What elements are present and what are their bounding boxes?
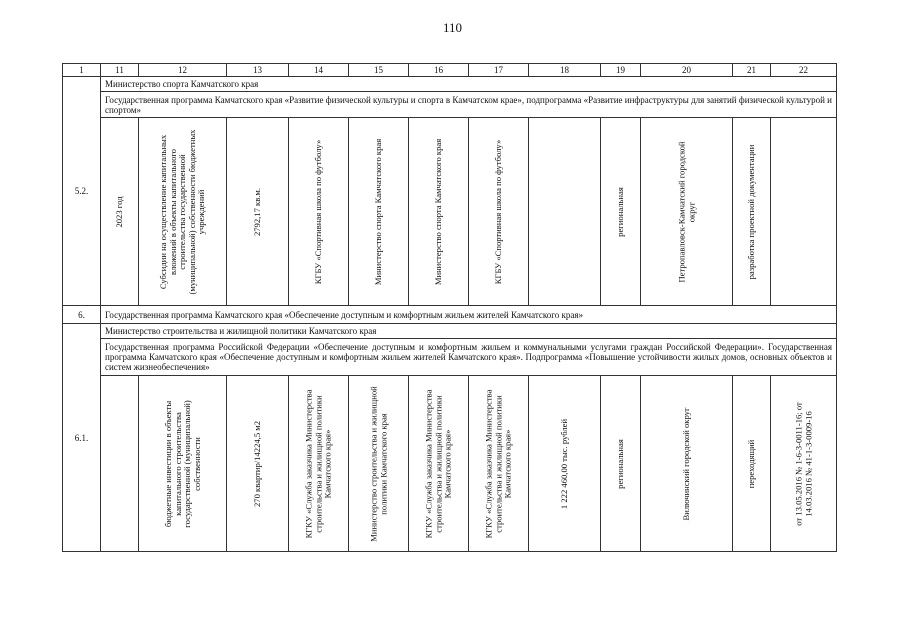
cell-col-17 <box>469 376 529 552</box>
cell-text: Петропавловск-Камчатский городской округ <box>675 140 696 283</box>
header-cell: 13 <box>227 64 289 77</box>
page-number: 110 <box>442 20 463 35</box>
section-number: 6. <box>63 306 101 324</box>
header-cell: 18 <box>529 64 601 77</box>
cell-text: КГКУ «Служба заказчика Министерства строительства и жилищной политики Камчатского края» <box>423 389 453 538</box>
cell-text: 2023 год <box>113 195 124 228</box>
header-cell: 15 <box>349 64 409 77</box>
cell-col-16 <box>409 118 469 306</box>
section-5-2-ministry-row <box>63 77 837 92</box>
cell-col-13 <box>227 118 289 306</box>
cell-col-18 <box>529 118 601 306</box>
cell-text: Министерство спорта Камчатского края <box>372 138 383 285</box>
cell-text: КГБУ «Спортивная школа по футболу» <box>492 139 503 284</box>
cell-col-21 <box>733 376 771 552</box>
header-cell: 20 <box>641 64 733 77</box>
section-number: 6.1. <box>63 324 101 552</box>
document-table <box>62 63 837 552</box>
cell-col-17 <box>469 118 529 306</box>
cell-col-19 <box>601 118 641 306</box>
header-row <box>63 64 837 77</box>
cell-text: КГКУ «Служба заказчика Министерства строительства и жилищной политики Камчатского края» <box>483 389 513 538</box>
cell-col-16 <box>409 376 469 552</box>
cell-text: КГБУ «Спортивная школа по футболу» <box>312 139 323 284</box>
cell-col-11 <box>101 376 139 552</box>
header-cell: 11 <box>101 64 139 77</box>
header-cell: 17 <box>469 64 529 77</box>
header-cell: 1 <box>63 64 101 77</box>
section-5-2-program-row <box>63 92 837 118</box>
header-cell: 12 <box>139 64 227 77</box>
header-cell: 22 <box>771 64 837 77</box>
cell-text: 270 квартир/14224,5 м2 <box>251 420 262 507</box>
cell-col-15 <box>349 118 409 306</box>
cell-col-22 <box>771 118 837 306</box>
header-cell: 14 <box>289 64 349 77</box>
section-6-1-program-row <box>63 339 837 376</box>
cell-text: разработка проектной документации <box>745 144 756 279</box>
program-title: Государственная программа Камчатского края «Развитие физической культуры и спорта в Камчатском крае», подпрограмма «Развитие инфраструктуры для занятий физической культурой и спортом» <box>101 92 837 118</box>
cell-col-21 <box>733 118 771 306</box>
cell-col-19 <box>601 376 641 552</box>
cell-col-14 <box>289 118 349 306</box>
cell-col-12 <box>139 376 227 552</box>
cell-text: региональная <box>614 186 625 237</box>
cell-col-20 <box>641 118 733 306</box>
ministry-title: Министерство спорта Камчатского края <box>101 77 837 92</box>
cell-col-11 <box>101 118 139 306</box>
section-5-2-data-row <box>63 118 837 306</box>
section-6-1-ministry-row <box>63 324 837 339</box>
cell-col-20 <box>641 376 733 552</box>
cell-col-12 <box>139 118 227 306</box>
cell-text: региональная <box>614 438 625 489</box>
cell-text: Вилючинский городской округ <box>680 407 691 520</box>
section-6-1-data-row <box>63 376 837 552</box>
cell-col-15 <box>349 376 409 552</box>
section-6-row <box>63 306 837 324</box>
cell-text: бюджетные инвестиции в объекты капитального строительства государственной (муниципальной) собственности <box>162 399 202 528</box>
cell-text: 2792,17 кв.м. <box>251 187 262 236</box>
cell-text: Министерство строительства и жилищной политики Камчатского края <box>367 385 388 542</box>
cell-text: 1 222 460,00 тыс. рублей <box>558 418 569 509</box>
cell-col-14 <box>289 376 349 552</box>
cell-text: от 13.05.2016 № 1-6-3-0011-16; от 14.03.2016 № 41-1-3-0009-16 <box>792 401 813 526</box>
program-title: Государственная программа Камчатского края «Обеспечение доступным и комфортным жильем жителей Камчатского края» <box>101 306 837 324</box>
header-cell: 21 <box>733 64 771 77</box>
cell-col-22 <box>771 376 837 552</box>
cell-text: переходящий <box>745 439 756 488</box>
cell-text: Субсидии на осуществление капитальных вложений в объекты капитального строительства государственной (муниципальной) собственности бюджетных учреждений <box>157 129 206 294</box>
cell-col-13 <box>227 376 289 552</box>
program-title: Государственная программа Российской Федерации «Обеспечение доступным и комфортным жильем и коммунальными услугами граждан Российской Федерации». Государственная программа Камчатского края «Обеспечение доступным и комфортным жильем жителей Камчатского края». Подпрограмма «Повышение устойчивости жилых домов, основных объектов и систем жизнеобеспечения» <box>101 339 837 376</box>
header-cell: 16 <box>409 64 469 77</box>
header-cell: 19 <box>601 64 641 77</box>
cell-text: КГКУ «Служба заказчика Министерства строительства и жилищной политики Камчатского края» <box>303 389 333 538</box>
ministry-title: Министерство строительства и жилищной политики Камчатского края <box>101 324 837 339</box>
cell-text: Министерство спорта Камчатского края <box>432 138 443 285</box>
section-number: 5.2. <box>63 77 101 306</box>
cell-col-18 <box>529 376 601 552</box>
